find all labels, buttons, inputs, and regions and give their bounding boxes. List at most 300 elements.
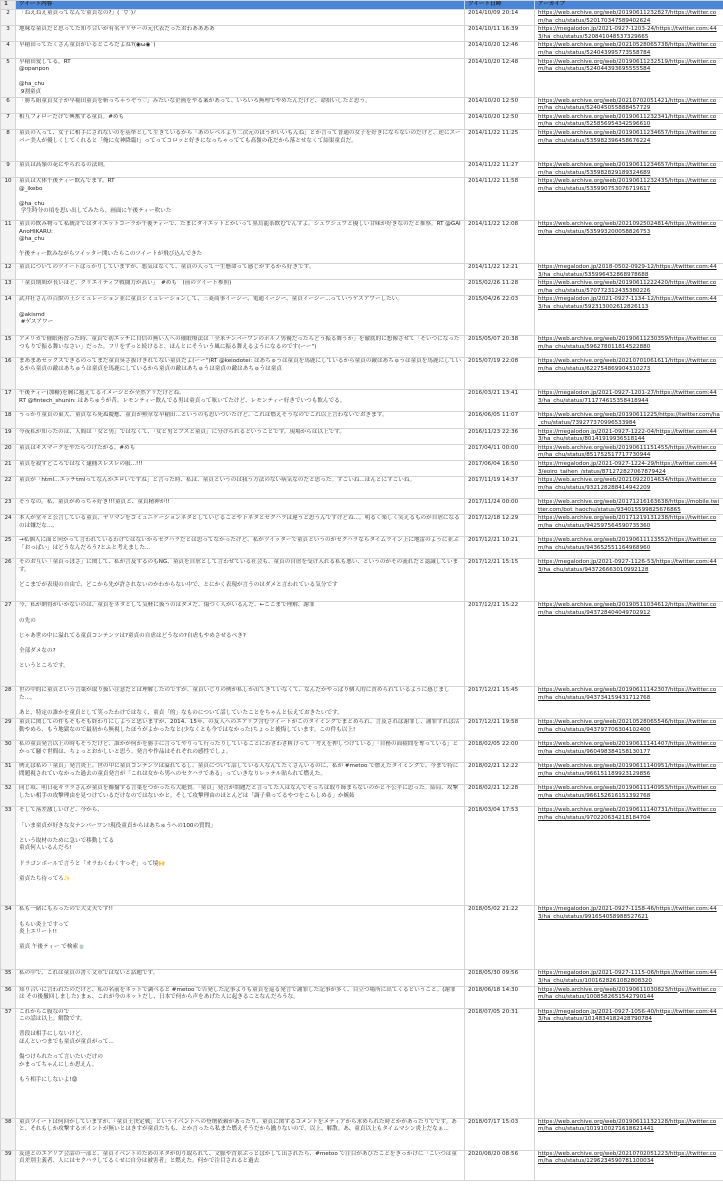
tweet-datetime-cell-text: 2017/12/21 15:45: [468, 687, 519, 694]
tweet-datetime-cell[interactable]: [465, 1150, 535, 1180]
archive-link[interactable]: https://megalodon.jp/2021-0927-1056-40/https://twitter.com:443/ha_chu/status/1014834182428790784: [538, 1008, 717, 1023]
archive-link-cell[interactable]: [535, 1118, 723, 1150]
row-number-text: 15: [4, 336, 12, 343]
row-number-text: 33: [4, 807, 12, 814]
row-number-text: 25: [4, 537, 12, 544]
tweet-datetime-cell[interactable]: [465, 280, 535, 296]
table-row: [1, 807, 723, 906]
archive-link[interactable]: https://web.archive.org/web/20190611232435/https://twitter.com/ha_chu/status/535990753076719617: [538, 178, 717, 192]
table-row: [1, 296, 723, 336]
tweet-datetime-cell[interactable]: [465, 719, 535, 741]
tweet-datetime-cell-text: 2017/12/21 10:21: [468, 537, 519, 544]
tweet-datetime-cell-text: 2018/05/30 09:56: [468, 970, 519, 977]
tweet-content-cell[interactable]: [16, 97, 465, 113]
table-row: [1, 906, 723, 970]
row-number[interactable]: [1, 461, 16, 477]
row-number[interactable]: [1, 499, 16, 515]
row-number[interactable]: [1, 428, 16, 444]
archive-link[interactable]: https://web.archive.org/web/20190611140951/https://twitter.com/ha_chu/status/966151189923129856: [538, 763, 717, 777]
row-number[interactable]: [1, 26, 16, 42]
row-number[interactable]: [1, 221, 16, 264]
row-number-text: 9: [6, 161, 10, 168]
archive-link[interactable]: https://web.archive.org/web/20171216163638/https://mobile.twitter.com/bot_haochu/status/934015599825676865: [538, 499, 720, 513]
tweet-content-cell-text: 今夜私が知ったのは、人間は「女と男」ではなくて、「女と男とブスと童貞」に分けられるということです。現場からは以上です。: [19, 428, 346, 435]
tweet-datetime-cell[interactable]: [465, 1008, 535, 1118]
table-row: [1, 515, 723, 537]
tweet-content-cell[interactable]: [16, 687, 465, 719]
tweet-datetime-cell[interactable]: [465, 602, 535, 687]
row-number[interactable]: [1, 1008, 16, 1118]
tweet-datetime-cell[interactable]: [465, 444, 535, 460]
archive-link[interactable]: https://web.archive.org/web/20190611142307/https://twitter.com/ha_chu/status/943734159431712768: [538, 687, 717, 701]
row-number[interactable]: [1, 58, 16, 97]
row-number[interactable]: [1, 537, 16, 559]
archive-link-cell[interactable]: [535, 986, 723, 1008]
tweet-content-cell[interactable]: [16, 906, 465, 970]
tweet-content-cell[interactable]: [16, 412, 465, 428]
tweet-content-cell[interactable]: [16, 296, 465, 336]
table-row: [1, 687, 723, 719]
table-row: [1, 763, 723, 785]
tweet-datetime-cell-text: 2014/10/20 12:50: [468, 113, 519, 120]
archive-link-cell[interactable]: [535, 58, 723, 97]
row-number[interactable]: [1, 264, 16, 280]
row-number-text: 19: [4, 428, 12, 435]
archive-link[interactable]: https://megalodon.jp/2018-0502-0929-12/https://twitter.com:443/ha_chu/status/535996432868978688: [538, 264, 717, 278]
tweet-content-cell[interactable]: [16, 129, 465, 161]
table-row: [1, 97, 723, 113]
row-number[interactable]: [1, 807, 16, 906]
row-number[interactable]: [1, 280, 16, 296]
row-number[interactable]: [1, 161, 16, 177]
archive-link[interactable]: https://web.archive.org/web/20210922014634/https://twitter.com/ha_chu/status/932128288414942209: [538, 477, 717, 491]
tweet-datetime-cell[interactable]: [465, 358, 535, 390]
tweet-content-cell[interactable]: [16, 499, 465, 515]
tweet-content-cell[interactable]: [16, 461, 465, 477]
tweet-content-cell-text: 童貞を殺すどころではなく逮捕スレスレの服...!!!: [19, 461, 143, 468]
row-number-header[interactable]: 1: [1, 1, 16, 10]
row-number[interactable]: [1, 986, 16, 1008]
tweet-content-cell[interactable]: [16, 10, 465, 26]
tweet-content-cell[interactable]: [16, 785, 465, 807]
row-number-text: 7: [6, 113, 10, 120]
tweet-content-cell-text: アメリカで催眠術習った時、童貞で初エッチに自信の無い人への催眠療法は「全米ナンバーワンのポルノ男優だったらどう振る舞うか」を徹底的に想像させて「そいつになったつもりで振る舞いなさい」だった。フリをずっと続けると、ほんとにそういう風に振る舞えるようになるのです(ーー"): [19, 336, 460, 351]
tweet-datetime-cell[interactable]: [465, 161, 535, 177]
tweet-content-cell[interactable]: [16, 763, 465, 785]
table-row: [1, 741, 723, 763]
archive-link[interactable]: https://web.archive.org/web/20190611132128/https://twitter.com/ha_chu/status/1019100271618621441: [538, 1118, 717, 1133]
table-row: [1, 336, 723, 358]
tweet-datetime-cell[interactable]: [465, 515, 535, 537]
archive-link-cell[interactable]: [535, 42, 723, 58]
tweet-datetime-cell[interactable]: [465, 986, 535, 1008]
tweet-datetime-cell[interactable]: [465, 970, 535, 986]
tweet-datetime-cell[interactable]: [465, 336, 535, 358]
row-number-text: 10: [4, 178, 12, 185]
tweet-datetime-cell[interactable]: [465, 221, 535, 264]
row-number-text: 22: [4, 477, 12, 484]
tweet-datetime-cell-text: 2014/10/20 12:48: [468, 58, 519, 65]
table-row: [1, 390, 723, 412]
tweet-datetime-cell-text: 2017/11/19 14:37: [468, 477, 519, 484]
archive-link[interactable]: https://web.archive.org/web/20210701061611/https://twitter.com/ha_chu/status/622754869904310273: [538, 358, 717, 373]
row-number-text: 39: [4, 1150, 12, 1157]
table-row: [1, 785, 723, 807]
archive-link-cell[interactable]: [535, 444, 723, 460]
tweet-datetime-cell[interactable]: [465, 178, 535, 221]
tweet-datetime-cell[interactable]: [465, 390, 535, 412]
tweet-content-cell[interactable]: [16, 719, 465, 741]
tweet-datetime-cell[interactable]: [465, 741, 535, 763]
archive-link[interactable]: https://megalodon.jp/2021-0927-1201-27/https://twitter.com:443/ha_chu/status/711774615358418944: [538, 390, 717, 405]
archive-link[interactable]: https://megalodon.jp/2021-0927-1222-04/https://twitter.com:443/ha_chu/status/80141919936518144: [538, 428, 717, 443]
tweet-datetime-cell-text: 2014/11/22 12:21: [468, 264, 519, 271]
row-number[interactable]: [1, 515, 16, 537]
archive-link-cell[interactable]: [535, 390, 723, 412]
tweet-content-cell[interactable]: [16, 178, 465, 221]
row-number[interactable]: [1, 602, 16, 687]
tweet-content-cell[interactable]: [16, 26, 465, 42]
column-header-datetime[interactable]: ツイート日時: [465, 1, 535, 10]
table-row: [1, 129, 723, 161]
row-number-text: 36: [4, 986, 12, 993]
tweet-content-cell[interactable]: [16, 42, 465, 58]
tweet-datetime-cell-text: 2015/02/26 11:28: [468, 280, 519, 287]
archive-link[interactable]: https://web.archive.org/web/20190611113552/https://twitter.com/ha_chu/status/943652551164968960: [538, 537, 717, 551]
tweet-datetime-cell[interactable]: [465, 906, 535, 970]
tweet-datetime-cell-text: 2018/02/21 12:22: [468, 763, 519, 770]
row-number[interactable]: [1, 10, 16, 26]
tweet-content-cell[interactable]: [16, 537, 465, 559]
column-header-archive[interactable]: アーカイブ: [535, 1, 723, 10]
archive-link[interactable]: https://megalodon.jp/2021-0927-1158-46/https://twitter.com:443/ha_chu/status/991654058988527621: [538, 906, 717, 920]
tweet-content-cell-text: 友達とのエアリプ会話の一部と、童貞イベントのためのネタが切り取られて、文脈や背景ぶっとばかして出されたら、#metoo で注目があびたことをきっかけに「こいつは童貞差別主義者、人にはセクハラしてるくせに自分は被害者」と燃えた。何かで注目されると過去: [19, 1150, 457, 1165]
tweet-content-cell[interactable]: [16, 264, 465, 280]
tweet-content-cell-text: 地味な童貞だと思ってた知り合いが有名ヤリサーの元代表だったおわああああ: [19, 26, 215, 33]
archive-link-cell[interactable]: [535, 412, 723, 428]
archive-link[interactable]: https://web.archive.org/web/20190611141407/https://twitter.com/ha_chu/status/960498384158130177: [538, 741, 717, 755]
tweet-content-cell-text: 今、私が納得がいかないのは、童貞をネタとして気軽に扱うのはダメだ、傷つく人がいるんだ、←ここまで理解、謝罪 の先の じゃあ世の中に溢れてる童貞コンテンツは?童貞の自虐はどうなの?自虐もやめさせるべき? 全部ダメなの? というところです。: [19, 602, 315, 670]
table-row: [1, 461, 723, 477]
tweet-datetime-cell[interactable]: [465, 559, 535, 602]
archive-link[interactable]: https://web.archive.org/web/20190611140953/https://twitter.com/ha_chu/status/966152616151392768: [538, 785, 717, 799]
archive-link[interactable]: https://web.archive.org/web/20190611232519/https://twitter.com/ha_chu/status/524044393695555584: [538, 58, 717, 73]
row-number[interactable]: [1, 719, 16, 741]
archive-link-cell[interactable]: [535, 428, 723, 444]
row-number-text: 5: [6, 58, 10, 65]
archive-link[interactable]: https://web.archive.org/web/20190511034612/https://twitter.com/ha_chu/status/943728404049702912: [538, 602, 717, 616]
row-number-text: 18: [4, 412, 12, 419]
table-row: [1, 477, 723, 499]
tweet-datetime-cell[interactable]: [465, 785, 535, 807]
tweet-content-cell[interactable]: [16, 280, 465, 296]
tweet-datetime-cell-text: 2014/11/22 11:58: [468, 178, 519, 185]
tweet-datetime-cell[interactable]: [465, 537, 535, 559]
row-number-text: 17: [4, 390, 12, 397]
tweet-datetime-cell-text: 2015/05/07 20:38: [468, 336, 519, 343]
tweet-datetime-cell[interactable]: [465, 428, 535, 444]
archive-link-cell[interactable]: [535, 221, 723, 264]
row-number[interactable]: [1, 687, 16, 719]
tweet-datetime-cell[interactable]: [465, 412, 535, 428]
archive-link-cell[interactable]: [535, 719, 723, 741]
archive-link[interactable]: https://megalodon.jp/2021-0927-1134-12/https://twitter.com:443/ha_chu/status/592313002612826113: [538, 296, 717, 311]
tweet-datetime-cell-text: 2018/06/18 14:30: [468, 986, 519, 993]
row-number-text: 38: [4, 1118, 12, 1125]
row-number[interactable]: [1, 296, 16, 336]
tweet-datetime-cell[interactable]: [465, 461, 535, 477]
tweet-content-cell-text: 童貞ツイートは何回かしていますが、「童貞王決定戦」というイベントへの登壇依頼があったり、童貞に関するコメントをメディアから求められた時とかがあったりでです。あと、それもしか攻撃するポイントが無いとはきすが童貞たちも、とか言ったら私また燃えそうだから撤りないので、以上、解散。あ、童貞以上もタイムマシン炎上だなぁ...: [19, 1118, 457, 1133]
archive-link-cell[interactable]: [535, 807, 723, 906]
tweet-content-cell[interactable]: [16, 559, 465, 602]
archive-link-cell[interactable]: [535, 906, 723, 970]
archive-link[interactable]: https://megalodon.jp/2021-0927-1126-53/https://twitter.com:443/ha_chu/status/943726663010992128: [538, 559, 717, 573]
archive-link-cell[interactable]: [535, 477, 723, 499]
archive-link-cell[interactable]: [535, 785, 723, 807]
table-row: [1, 499, 723, 515]
column-header-content[interactable]: ツイート内容: [16, 1, 465, 10]
archive-link-cell[interactable]: [535, 280, 723, 296]
tweet-datetime-cell-text: 2017/04/11 00:00: [468, 444, 519, 451]
row-number-text: 27: [4, 602, 12, 609]
tweet-datetime-cell-text: 2017/12/21 19:58: [468, 719, 519, 726]
tweet-datetime-cell-text: 2014/10/11 16:39: [468, 26, 519, 33]
tweet-datetime-cell[interactable]: [465, 1118, 535, 1150]
row-number[interactable]: [1, 477, 16, 499]
archive-link-cell[interactable]: [535, 336, 723, 358]
tweet-datetime-cell[interactable]: [465, 97, 535, 113]
archive-link-cell[interactable]: [535, 602, 723, 687]
table-row: [1, 412, 723, 428]
archive-link[interactable]: https://web.archive.org/web/20190611234657/https://twitter.com/ha_chu/status/535982396458676224: [538, 129, 717, 144]
tweet-content-cell[interactable]: [16, 986, 465, 1008]
table-row: [1, 1008, 723, 1118]
row-number[interactable]: [1, 1118, 16, 1150]
tweet-content-cell[interactable]: [16, 358, 465, 390]
archive-link[interactable]: https://web.archive.org/web/20210528065738/https://twitter.com/ha_chu/status/524043995773558784: [538, 42, 717, 56]
tweet-content-cell-text: 童貞はキスマークをやたらつけたがる。#めも: [19, 444, 136, 451]
archive-link[interactable]: https://web.archive.org/web/20210528065546/https://twitter.com/ha_chu/status/943797706304102400: [538, 719, 717, 733]
archive-link-cell[interactable]: [535, 515, 723, 537]
tweet-content-cell[interactable]: [16, 221, 465, 264]
archive-link[interactable]: https://web.archive.org/web/20210702051421/https://twitter.com/ha_chu/status/524045055888457729: [538, 97, 717, 112]
tweet-content-cell-text: うっかり童貞の東大、童貞なら死ぬ慶應、童貞が勲章な早稲田...というのも思いついたけど、これは燃えそうなのでこれ以上言わないでおきます。: [19, 412, 388, 419]
row-number-text: 31: [4, 763, 12, 770]
tweet-content-cell-text: 私も一緒にもらったので大丈夫です!! もらい炎上ですって 炎上エリート!! 童貞 午後ティー で検索🍵: [19, 906, 113, 951]
tweet-datetime-cell-text: 2016/03/21 13:41: [468, 390, 519, 397]
table-row: [1, 537, 723, 559]
tweet-datetime-cell-text: 2017/12/18 12:29: [468, 515, 519, 522]
archive-link[interactable]: https://megalodon.jp/2021-0927-1115-06/https://twitter.com:443/ha_chu/status/1001628261082808320: [538, 970, 717, 984]
archive-link-cell[interactable]: [535, 129, 723, 161]
row-number-text: 28: [4, 687, 12, 694]
tweet-content-cell[interactable]: [16, 390, 465, 412]
tweet-datetime-cell-text: 2014/10/20 12:50: [468, 97, 519, 104]
archive-link[interactable]: https://web.archive.org/web/20190611030823/https://twitter.com/ha_chu/status/1008582651542790144: [538, 986, 717, 1001]
tweet-content-cell-text: 「ねえねえ童貞ってなんで童貞なの?」( ´▽`)ﾉ: [19, 10, 136, 16]
tweet-datetime-cell[interactable]: [465, 10, 535, 26]
row-number[interactable]: [1, 412, 16, 428]
row-number-text: 20: [4, 444, 12, 451]
tweet-datetime-cell-text: 2018/05/02 21:22: [468, 906, 519, 913]
row-number-text: 35: [4, 970, 12, 977]
archive-link-cell[interactable]: [535, 358, 723, 390]
archive-link[interactable]: https://web.archive.org/web/20190611151455/https://twitter.com/ha_chu/status/851752517717730944: [538, 444, 717, 459]
row-number[interactable]: [1, 785, 16, 807]
tweet-datetime-cell[interactable]: [465, 763, 535, 785]
tweet-content-cell-text: まあまあセックスできるのってまだ童貞臭さ抜けきれてない童貞だよ(ーー")RT @keiodotei: はあちゅうは童貞を馬鹿にしているから童貞の敵はあちゅうは童貞を馬鹿にしているから童貞の敵はあちゅうは童貞を馬鹿にしているから童貞の敵はあちゅうは童貞の敵はあちゅうは童貞: [19, 358, 461, 373]
archive-link[interactable]: https://web.archive.org/web/20190611230359/https://twitter.com/ha_chu/status/596278011814522880: [538, 336, 717, 351]
row-number[interactable]: [1, 444, 16, 460]
tweet-datetime-cell[interactable]: [465, 807, 535, 906]
tweet-content-cell-text: 相互フォローだけで興奮する童貞。#めも: [19, 113, 125, 120]
archive-link-cell[interactable]: [535, 970, 723, 986]
table-row: [1, 113, 723, 129]
archive-link[interactable]: https://web.archive.org/web/20190611234657/https://twitter.com/ha_chu/status/535982829189324689: [538, 161, 717, 176]
tweet-content-cell[interactable]: [16, 113, 465, 129]
archive-link-cell[interactable]: [535, 461, 723, 477]
archive-link[interactable]: https://web.archive.org/web/20190611140731/https://twitter.com/ha_chu/status/970220634218184704: [538, 807, 717, 821]
row-number[interactable]: [1, 336, 16, 358]
tweet-content-cell[interactable]: [16, 336, 465, 358]
row-number[interactable]: [1, 129, 16, 161]
row-number[interactable]: [1, 1150, 16, 1180]
archive-link[interactable]: https://web.archive.org/web/20190611232341/https://twitter.com/ha_chu/status/525856954342596610: [538, 113, 717, 128]
archive-link-cell[interactable]: [535, 97, 723, 113]
row-number[interactable]: [1, 113, 16, 129]
row-number[interactable]: [1, 178, 16, 221]
tweet-datetime-cell-text: 2014/11/22 12:08: [468, 221, 519, 228]
row-number[interactable]: [1, 97, 16, 113]
tweet-content-cell[interactable]: [16, 1150, 465, 1180]
table-row: [1, 264, 723, 280]
row-number-text: 30: [4, 741, 12, 748]
tweet-content-cell-text: 「童貞期間が長いほど、クリエイティブ戦闘力が高い」 #めも (前のツイート参照): [19, 280, 232, 287]
archive-link-cell[interactable]: [535, 264, 723, 280]
tweet-content-cell-text: 本人が堂々と公言している童貞、ヤリマンをコミュニケーションネタとしていじることや下ネタとセクハラは違うと思うんですけどね...。明るく楽しく笑えるものが自虐になるのは嫌だな...。: [19, 515, 460, 529]
tweet-content-cell-text: 世の中的に童貞という言葉が取り扱い注意だとは理解したのですが、童貞いじりの例が私しか出てきていなくて、なんだかやっぱり個人的に責められているように感じました...。 あと、特定の誰かを童貞として笑ったわけではなく、童貞「的」なものについて話していたことをちゃんと伝えておきたいです。: [19, 687, 450, 717]
tweet-datetime-cell[interactable]: [465, 42, 535, 58]
tweet-datetime-cell-text: 2017/12/21 15:15: [468, 559, 519, 566]
row-number[interactable]: [1, 559, 16, 602]
row-number[interactable]: [1, 906, 16, 970]
archive-link[interactable]: https://web.archive.org/web/20210925024814/https://twitter.com/ha_chu/status/535993200058826753: [538, 221, 717, 235]
tweet-datetime-cell-text: 2017/06/04 16:50: [468, 461, 519, 468]
tweet-content-cell-text: 私の童貞発言以上の時もそうだけど、誰かが何かを勝手に言ってやりって行ったりしていることにわざわざ粧けって「考えを押しつけている」「自務の面積問を奪っている」とかって騒ぐ世間は、ちょっとおかしいと思う。発言や作品はそれぞれの感性でしょ。: [19, 741, 459, 755]
tweet-content-cell-text: 童貞に関しての件もそもそも終わりにしようと思いますが、2014、15年、の友人へのエアリプ含むツイートがこのタイミングでまとめられ、言及されば謝罪し、謝罪すれば活動やめろ、もう地獄なので最初から無視したほうがよかったなと(少なくとも今ではなかった)ちょっと後悔しています。この件も以上!: [19, 719, 460, 733]
archive-link-cell[interactable]: [535, 161, 723, 177]
tweet-datetime-cell[interactable]: [465, 477, 535, 499]
archive-link-cell[interactable]: [535, 687, 723, 719]
tweet-content-cell[interactable]: [16, 428, 465, 444]
tweet-content-cell-text: 知り合いに言われたのだけど、私の名前をネットで調べると #metoo で告発した記事よりも童貞を巡る発言で謝罪した記事が多く、目立つ場所に出てくるということ。(謝罪は その後撤回しました) まぁ、これが今のネットだし、日本で何から声をあげた人に起きることなんだろうな。: [19, 986, 456, 1001]
archive-link-cell[interactable]: [535, 559, 723, 602]
tweet-datetime-cell[interactable]: [465, 687, 535, 719]
table-row: [1, 221, 723, 264]
tweet-content-cell-text: 例えば私の「童貞」発言炎上。世の中に童貞コンテンツは溢れてるし、童貞について話している人なんてたくさんいるのに、私が #metoo で燃えたタイミングで、今まで特に問題視されていなかった過去の童貞発言が「これは女から男へのセクハラである」っていきなりレッテル貼られて燃えた。: [19, 763, 459, 777]
archive-link-cell[interactable]: [535, 763, 723, 785]
tweet-datetime-cell-text: 2014/10/09 20:14: [468, 10, 519, 16]
tweet-content-cell[interactable]: [16, 161, 465, 177]
tweet-datetime-cell[interactable]: [465, 296, 535, 336]
archive-link-cell[interactable]: [535, 113, 723, 129]
tweet-content-cell[interactable]: [16, 1118, 465, 1150]
header-row: [1, 1, 723, 10]
tweet-content-cell[interactable]: [16, 58, 465, 97]
tweet-content-cell-text: 武井壮さんの百獣の王シミュレーション並に童貞シミュレーションして、三菱商事イージー、電通イージー、童貞イージー...っていうゲスアワーしたい。 @akismd #ゲスアワー: [19, 296, 403, 326]
archive-link[interactable]: https://megalodon.jp/2021-0927-1224-29/https://twitter.com:443/eoiro_taihen_/status/871272827067879424: [538, 461, 717, 475]
tweet-content-cell[interactable]: [16, 477, 465, 499]
tweet-datetime-cell[interactable]: [465, 129, 535, 161]
row-number[interactable]: [1, 358, 16, 390]
tweet-content-cell-text: 童貞は高嶺の花にやられるの法則。: [19, 161, 109, 168]
archive-link-cell[interactable]: [535, 296, 723, 336]
row-number-text: 6: [6, 97, 10, 104]
tweet-content-cell[interactable]: [16, 602, 465, 687]
archive-link[interactable]: https://web.archive.org/web/20190611222420/https://twitter.com/ha_chu/status/570772312435380226: [538, 280, 717, 294]
tweet-datetime-cell-text: 2014/11/22 11:27: [468, 161, 519, 168]
table-row: [1, 26, 723, 42]
tweet-datetime-cell-text: 2017/11/24 00:00: [468, 499, 519, 506]
tweet-datetime-cell[interactable]: [465, 499, 535, 515]
tweet-datetime-cell-text: 2014/11/22 11:25: [468, 129, 519, 136]
archive-link[interactable]: https://web.archive.org/web/20171219131238/https://twitter.com/ha_chu/status/942597564590735360: [538, 515, 717, 529]
tweet-content-cell[interactable]: [16, 970, 465, 986]
archive-link-cell[interactable]: [535, 741, 723, 763]
row-number[interactable]: [1, 390, 16, 412]
tweet-content-cell[interactable]: [16, 741, 465, 763]
archive-link-cell[interactable]: [535, 1008, 723, 1118]
archive-link[interactable]: https://web.archive.org/web/20190611225/https://twitter.com/ha_chu/status/739277370996533984: [538, 412, 720, 427]
table-row: [1, 42, 723, 58]
tweet-content-cell[interactable]: [16, 807, 465, 906]
tweet-datetime-cell[interactable]: [465, 113, 535, 129]
tweet-datetime-cell[interactable]: [465, 264, 535, 280]
archive-link-cell[interactable]: [535, 26, 723, 42]
archive-link[interactable]: https://web.archive.org/web/20210702051223/https://twitter.com/ha_chu/status/1296234590781100034: [538, 1150, 717, 1165]
tweet-datetime-cell[interactable]: [465, 58, 535, 97]
row-number-text: 12: [4, 264, 12, 271]
row-number[interactable]: [1, 763, 16, 785]
archive-link-cell[interactable]: [535, 499, 723, 515]
archive-link-cell[interactable]: [535, 1150, 723, 1180]
table-row: [1, 10, 723, 26]
tweet-datetime-cell-text: 2018/02/05 22:00: [468, 741, 519, 748]
tweet-datetime-cell-text: 2018/02/21 12:28: [468, 785, 519, 792]
row-number-text: 21: [4, 461, 12, 468]
archive-link-cell[interactable]: [535, 178, 723, 221]
tweet-datetime-cell-text: 2015/07/19 22:08: [468, 358, 519, 365]
tweet-content-cell[interactable]: [16, 515, 465, 537]
tweet-content-cell[interactable]: [16, 1008, 465, 1118]
tweet-content-cell-text: 童貞の飲み物って私統計ではダイエットコーラか午後ティーで、たまにダイエットとかいって黒烏龍茶飲むでんすよ。シュワシュワと優しい甘味が好きなのだと推察。RT @GAIAnoHIKARU: @ha_chu 午後ティー飲みながらツイッター開いたらこのツイートが飛び込んできた: [19, 221, 461, 258]
archive-link[interactable]: https://web.archive.org/web/20190611232827/https://twitter.com/ha_chu/status/520170347589402624: [538, 10, 717, 24]
tweet-content-cell[interactable]: [16, 444, 465, 460]
archive-link-cell[interactable]: [535, 537, 723, 559]
archive-link-cell[interactable]: [535, 10, 723, 26]
tweet-datetime-cell[interactable]: [465, 26, 535, 42]
row-number[interactable]: [1, 741, 16, 763]
row-number-text: 4: [6, 42, 10, 49]
row-number[interactable]: [1, 970, 16, 986]
tweet-content-cell-text: 童貞は大体午後ティー飲んでます。RT @_ikebo @ha_chu 学生時分の頃を思い出してみたら、画面に午後ティー吹いた: [19, 178, 172, 215]
row-number-text: 37: [4, 1008, 12, 1015]
archive-link[interactable]: https://megalodon.jp/2021-0927-1203-24/https://twitter.com:443/ha_chu/status/520841048537329665: [538, 26, 717, 40]
row-number-text: 23: [4, 499, 12, 506]
row-number-text: 13: [4, 280, 12, 287]
table-row: [1, 970, 723, 986]
row-number[interactable]: [1, 42, 16, 58]
